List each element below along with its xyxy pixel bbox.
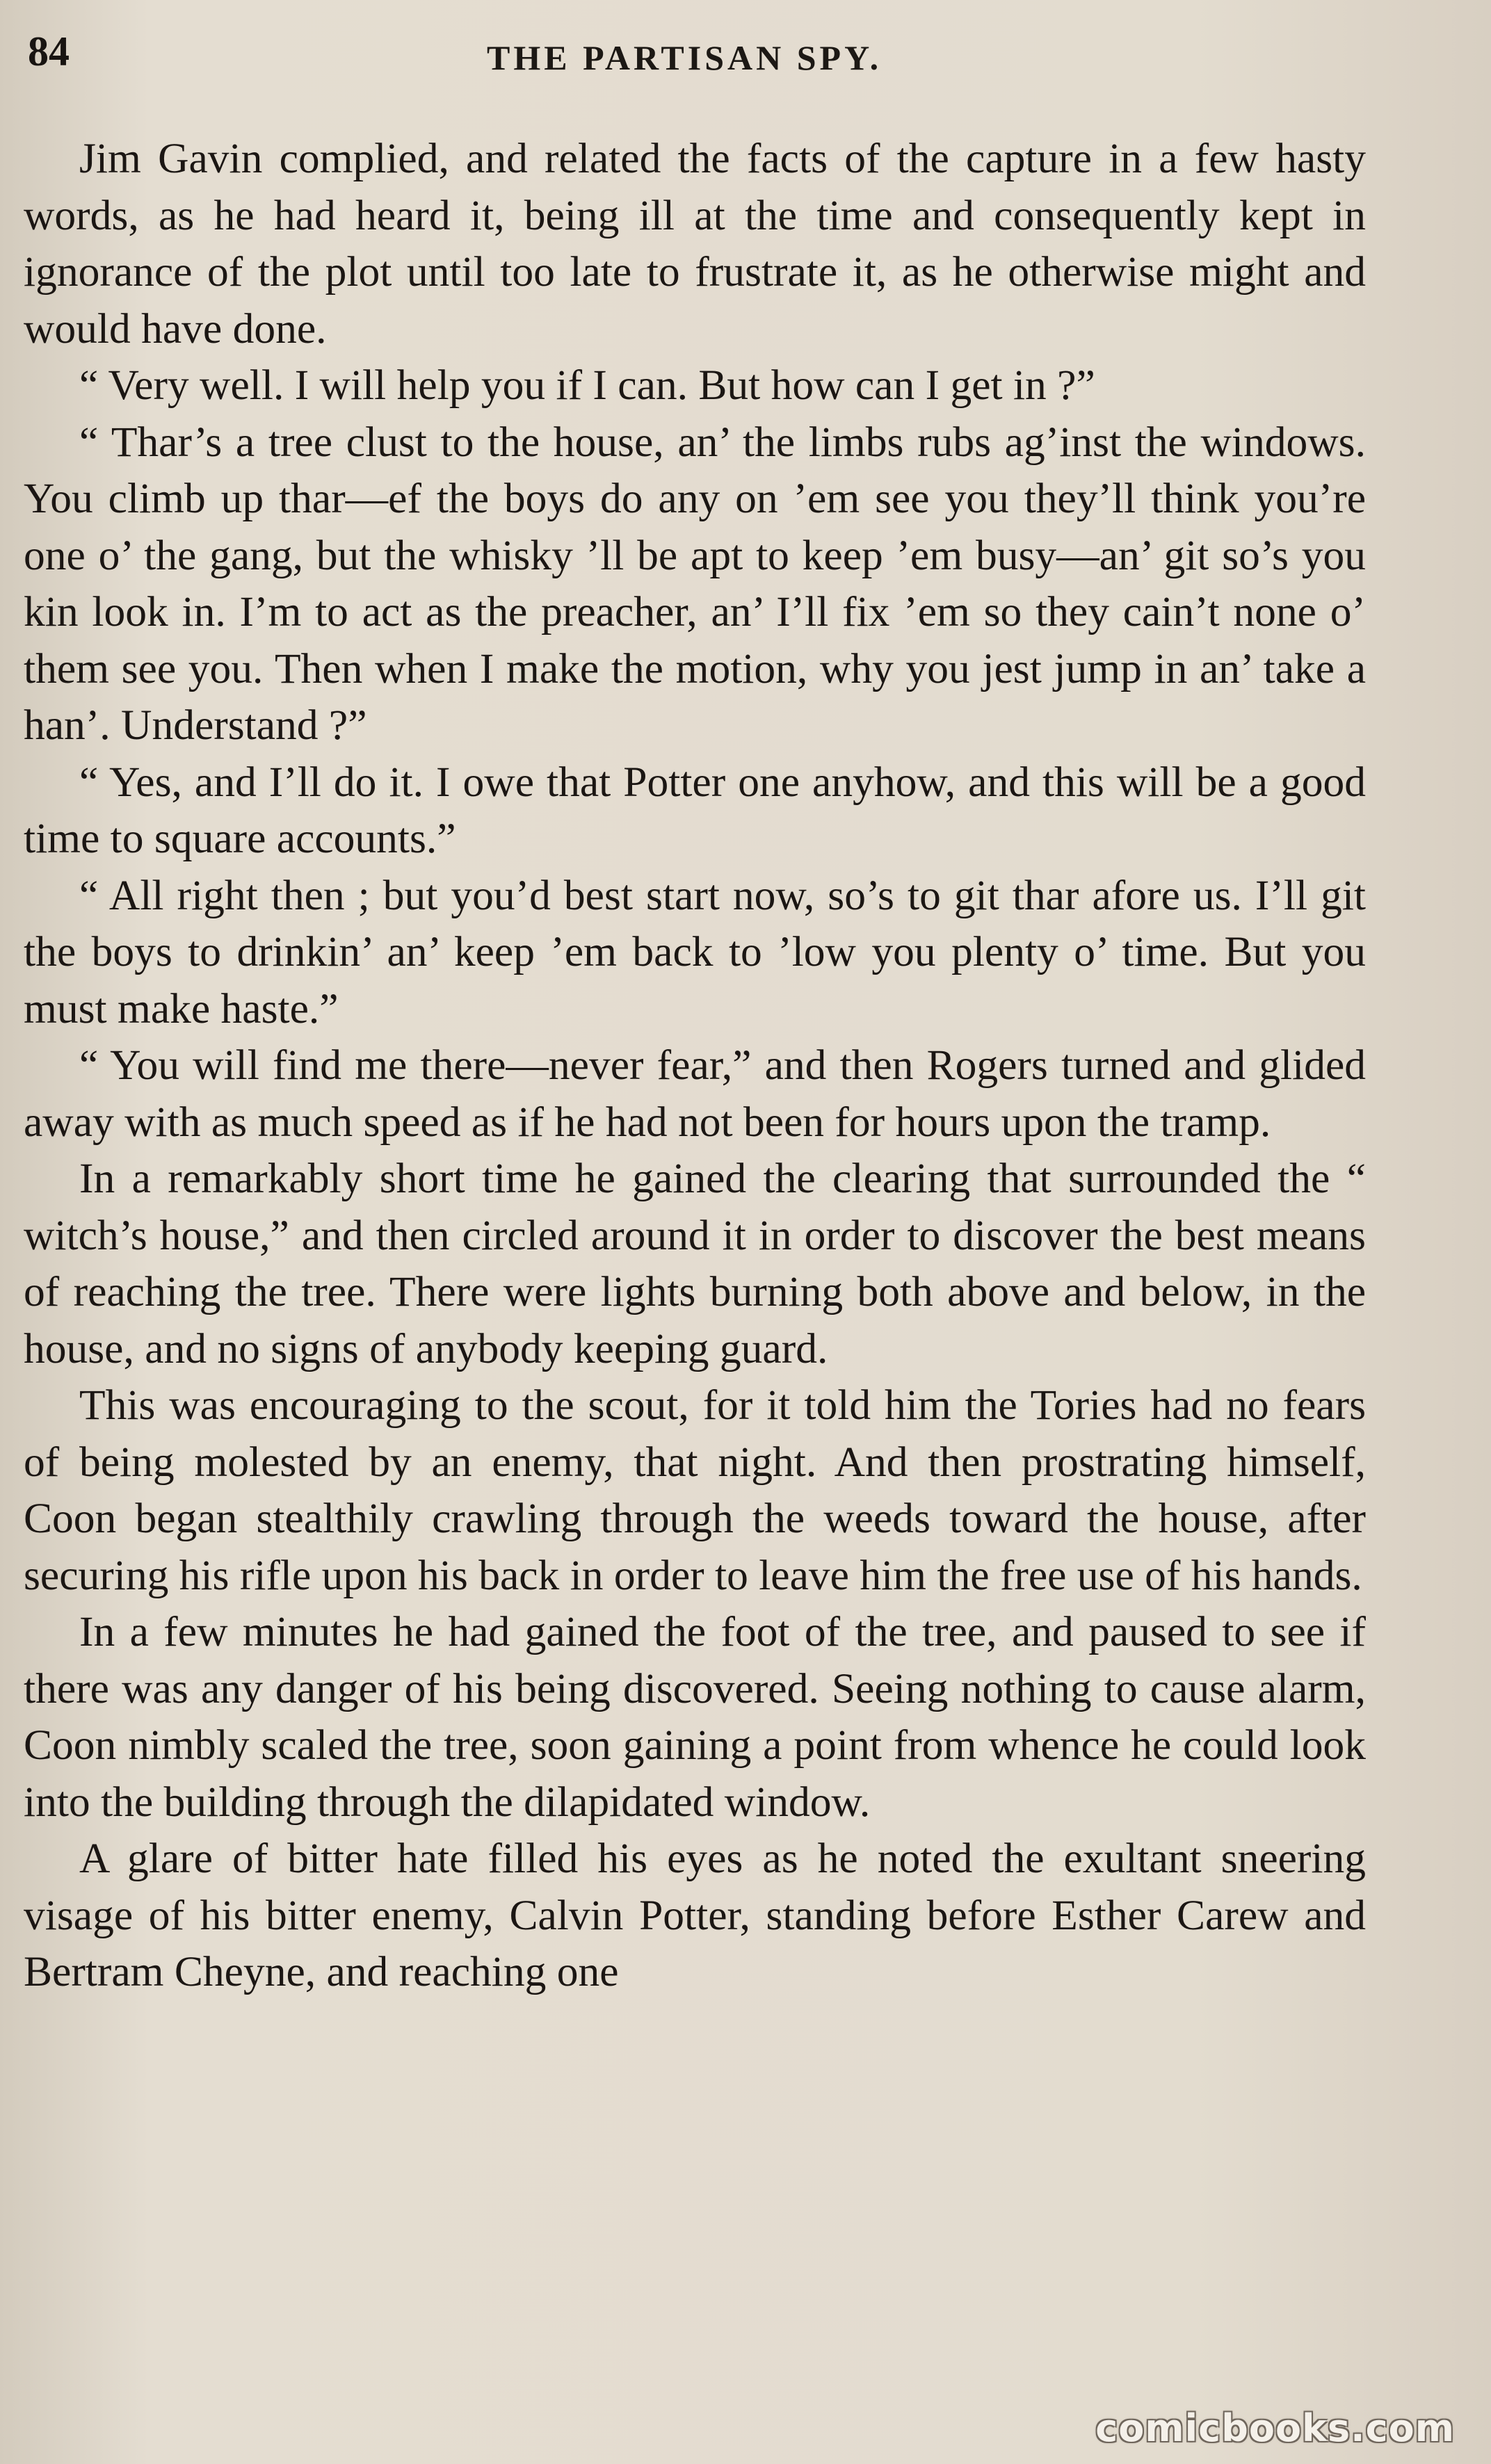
paragraph: In a few minutes he had gained the foot of the tree, and paused to see if there was any danger of his being discovered. Seeing nothing to cause alarm, Coon nimbly scaled the tree, soon gaining a point from whence he could look into the building through the dilapidated window.	[24, 1608, 1366, 1826]
paragraph: “ Thar’s a tree clust to the house, an’ the limbs rubs ag’inst the windows. You climb up thar—ef the boys do any on ’em see you they’ll think you’re one o’ the gang, but the whisky ’ll be apt to keep ’em busy—an’ git so’s you kin look in. I’m to act as the preacher, an’ I’ll fix ’em so they cain’t none o’ them see you. Then when I make the motion, why you jest jump in an’ take a han’. Understand ?”	[24, 418, 1366, 749]
body-text	[24, 131, 1366, 2001]
paragraph: “ Very well. I will help you if I can. But how can I get in ?”	[79, 362, 1095, 409]
paragraph: Jim Gavin complied, and related the facts of the capture in a few hasty words, as he had heard it, being ill at the time and consequently kept in ignorance of the plot until too late to frustrate it, as he otherwise might and would have done.	[24, 135, 1366, 352]
page-header	[28, 28, 1463, 83]
watermark: comicbooks.com	[1095, 2406, 1455, 2450]
paragraph: “ You will find me there—never fear,” and then Rogers turned and glided away with as much speed as if he had not been for hours upon the tramp.	[24, 1041, 1366, 1146]
paragraph: In a remarkably short time he gained the clearing that surrounded the “ witch’s house,” and then circled around it in order to discover the best means of reaching the tree. There were lights burning both above and below, in the house, and no signs of anybody keeping guard.	[24, 1155, 1366, 1372]
paragraph: “ All right then ; but you’d best start now, so’s to git thar afore us. I’ll git the boys to drinkin’ an’ keep ’em back to ’low you plenty o’ time. But you must make haste.”	[24, 871, 1366, 1032]
paragraph: “ Yes, and I’ll do it. I owe that Potter one anyhow, and this will be a good time to square accounts.”	[24, 758, 1366, 862]
page-number: 84	[28, 29, 70, 74]
paragraph: This was encouraging to the scout, for it told him the Tories had no fears of being molested by an enemy, that night. And then prostrating himself, Coon began stealthily crawling through the weeds toward the house, after securing his rifle upon his back in order to leave him the free use of his hands.	[24, 1381, 1366, 1599]
running-head: THE PARTISAN SPY.	[487, 38, 882, 77]
paragraph: A glare of bitter hate filled his eyes as he noted the exultant sneering visage of his bitter enemy, Calvin Potter, standing before Esther Carew and Bertram Cheyne, and reaching one	[24, 1835, 1366, 1995]
